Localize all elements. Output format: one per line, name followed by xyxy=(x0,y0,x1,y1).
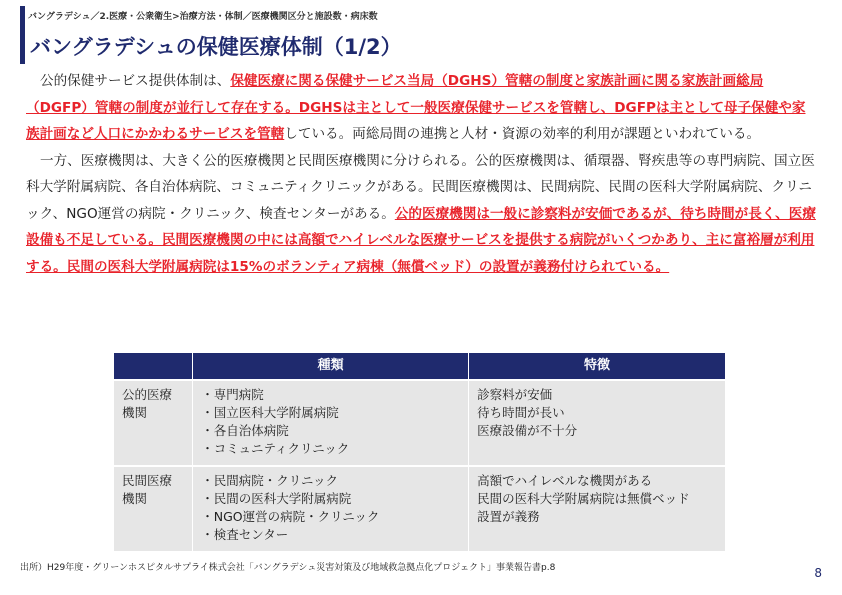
category-text: 公的医療 xyxy=(122,387,173,402)
institution-table xyxy=(114,353,725,551)
paragraph-2 xyxy=(26,148,816,281)
type-item: ・コミュニティクリニック xyxy=(201,441,350,456)
feature-item: 民間の医科大学附属病院は無償ベッド xyxy=(477,491,690,506)
features-cell xyxy=(469,466,725,551)
category-text: 機関 xyxy=(122,491,148,506)
table-row xyxy=(114,380,725,466)
table-header-blank xyxy=(114,353,193,380)
feature-item: 医療設備が不十分 xyxy=(477,423,578,438)
category-text: 機関 xyxy=(122,405,148,420)
features-cell xyxy=(469,380,725,466)
p1-segment: 公的保健サービス提供体制は、 xyxy=(40,73,231,89)
p1-segment: している。両総局間の連携と人材・資源の効率的利用が課題といわれている。 xyxy=(284,126,761,142)
source-citation: 出所）H29年度・グリーンホスピタルサプライ株式会社「バングラデシュ災害対策及び地域救急拠点化プロジェクト」事業報告書p.8 xyxy=(20,563,556,573)
table-header-feature: 特徴 xyxy=(469,353,725,380)
category-cell xyxy=(114,466,193,551)
paragraph-1 xyxy=(26,68,816,148)
type-item: ・NGO運営の病院・クリニック xyxy=(201,509,380,524)
type-item: ・各自治体病院 xyxy=(201,423,289,438)
table-row xyxy=(114,466,725,551)
type-item: ・国立医科大学附属病院 xyxy=(201,405,339,420)
page-title: バングラデシュの保健医療体制（1/2） xyxy=(30,35,402,59)
title-accent-bar xyxy=(20,6,25,64)
types-cell xyxy=(193,380,469,466)
p1-highlight: 保健医療に関る保健サービス当局（DGHS）管轄の制度と家族計画に関る家族計画総局（DGFP）管轄の制度が並行して存在する。DGHSは主として一般医療保健サービスを管轄し、DGFPは主として母子保健や家族計画など人口にかかわるサービスを管轄 xyxy=(26,73,806,142)
type-item: ・専門病院 xyxy=(201,387,264,402)
category-text: 民間医療 xyxy=(122,473,173,488)
p2-highlight: 公的医療機関は一般に診察料が安価であるが、待ち時間が長く、医療設備も不足している。民間医療機関の中には高額でハイレベルな医療サービスを提供する病院がいくつかあり、主に富裕層が利用する。民間の医科大学附属病院は15%のボランティア病棟（無償ベッド）の設置が義務付けられている。 xyxy=(26,205,816,275)
type-item: ・民間病院・クリニック xyxy=(201,473,338,488)
page-number: 8 xyxy=(814,566,822,580)
table-header-type: 種類 xyxy=(193,353,469,380)
category-cell xyxy=(114,380,193,466)
type-item: ・検査センター xyxy=(201,527,289,542)
body-text xyxy=(26,68,816,280)
types-cell xyxy=(193,466,469,551)
feature-item: 設置が義務 xyxy=(477,509,540,524)
feature-item: 待ち時間が長い xyxy=(477,405,565,420)
p2-segment: 一方、医療機関は、大きく公的医療機関と民間医療機関に分けられる。公的医療機関は、循環器、腎疾患等の専門病院、国立医科大学附属病院、各自治体病院、コミュニティクリニックがある。民間医療機関は、民間病院、民間の医科大学附属病院、クリニック、NGO運営の病院・クリニック、検査センターがある。 xyxy=(26,152,815,222)
breadcrumb: バングラデシュ／2.医療・公衆衛生>治療方法・体制／医療機関区分と施設数・病床数 xyxy=(28,12,378,22)
table-header-row xyxy=(114,353,725,380)
feature-item: 診察料が安価 xyxy=(477,387,553,402)
type-item: ・民間の医科大学附属病院 xyxy=(201,491,352,506)
feature-item: 高額でハイレベルな機関がある xyxy=(477,473,653,488)
